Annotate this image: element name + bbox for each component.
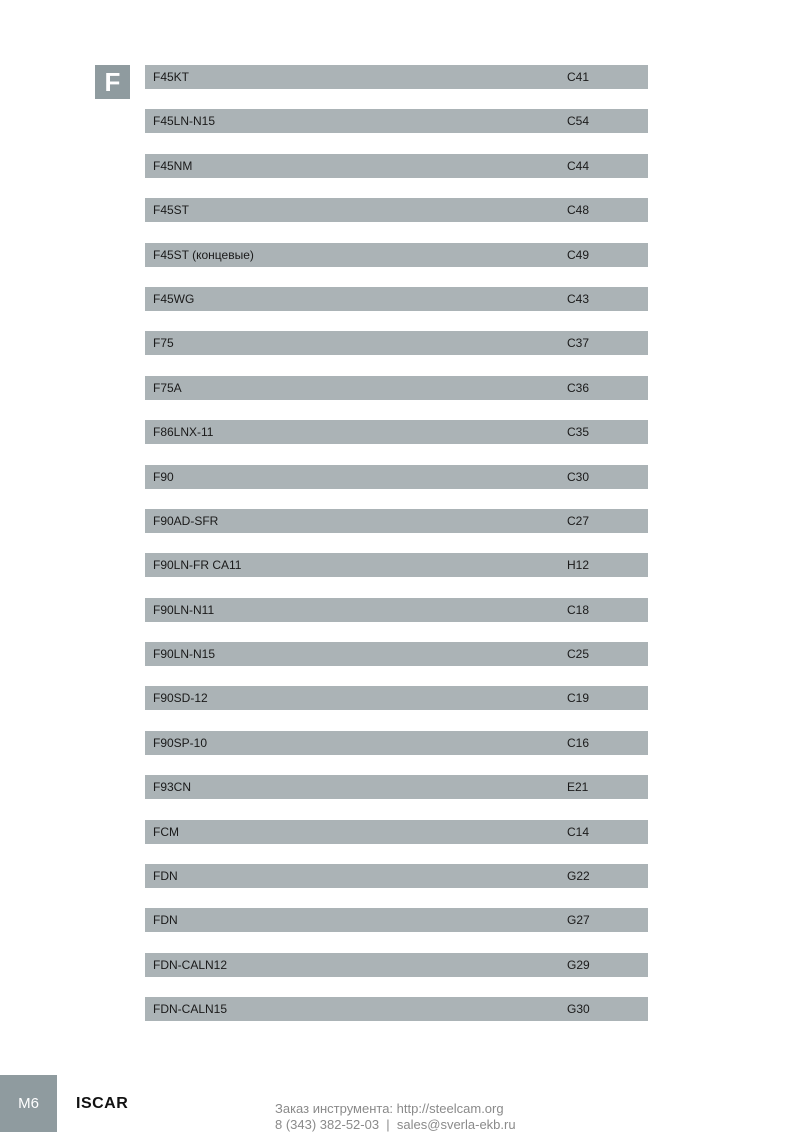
index-row [145,198,648,222]
index-row-name: F90LN-FR CA11 [153,558,242,573]
index-row-page-ref: C41 [567,70,590,84]
index-row [145,598,648,622]
index-row-name: FDN-CALN12 [153,957,228,972]
index-row-page-ref: C18 [567,602,590,617]
index-row-name: F45KT [153,70,190,84]
index-row [145,154,648,178]
index-row-name: F90LN-N15 [153,647,216,662]
index-row-name: FCM [153,824,179,839]
index-row-page-ref: C48 [567,203,590,218]
index-row-name: F75A [153,380,182,395]
index-row-page-ref: C49 [567,247,590,262]
index-row-name: FDN [153,913,178,928]
index-row [145,331,648,355]
index-row [145,65,648,89]
index-row [145,908,648,932]
section-letter-badge: F [95,65,130,99]
index-row-name: F86LNX-11 [153,425,214,440]
page-number: M6 [0,1075,57,1132]
contact-phone-email-line: 8 (343) 382-52-03 | sales@sverla-ekb.ru [275,1117,516,1132]
index-row-name: F45NM [153,158,193,173]
index-row [145,243,648,267]
index-row-page-ref: G27 [567,913,590,928]
index-row-page-ref: C44 [567,158,590,173]
index-row-name: FDN-CALN15 [153,1002,228,1017]
index-row-page-ref: C14 [567,824,590,839]
index-row-page-ref: G22 [567,869,590,884]
index-row-page-ref: C37 [567,336,590,351]
index-row [145,642,648,666]
index-row-name: F45ST (концевые) [153,247,254,262]
index-row-name: F90LN-N11 [153,602,215,617]
index-row [145,953,648,977]
index-row-page-ref: C27 [567,513,590,528]
contact-order-line: Заказ инструмента: http://steelcam.org [275,1101,504,1116]
index-row-page-ref: C35 [567,425,590,440]
index-row [145,509,648,533]
index-row-name: F45LN-N15 [153,114,216,129]
index-row-page-ref: H12 [567,558,590,573]
index-row-page-ref: C25 [567,647,590,662]
index-row-name: F90AD-SFR [153,513,219,528]
index-row-page-ref: G29 [567,957,590,972]
index-row-page-ref: C43 [567,291,590,306]
index-row-name: F45WG [153,291,195,306]
index-row [145,820,648,844]
index-row-page-ref: C54 [567,114,590,129]
index-row [145,465,648,489]
index-row [145,376,648,400]
index-row-page-ref: E21 [567,780,589,795]
index-row-page-ref: C30 [567,469,590,484]
index-row-name: F90SP-10 [153,735,208,750]
index-list [145,65,648,1042]
index-row [145,864,648,888]
index-row-page-ref: G30 [567,1002,590,1017]
index-row-name: F93CN [153,780,192,795]
index-row [145,420,648,444]
index-row-name: F90 [153,469,174,484]
index-row-name: F90SD-12 [153,691,208,706]
index-row [145,686,648,710]
contact-info [275,1101,516,1133]
index-row [145,731,648,755]
index-row [145,997,648,1021]
index-row [145,287,648,311]
index-row [145,553,648,577]
index-row [145,109,648,133]
index-row-page-ref: C16 [567,735,590,750]
index-row-name: F75 [153,336,174,351]
index-row [145,775,648,799]
index-row-page-ref: C19 [567,691,590,706]
brand-logo: ISCAR [76,1095,129,1112]
index-row-name: FDN [153,869,178,884]
index-row-name: F45ST [153,203,190,218]
index-row-page-ref: C36 [567,380,590,395]
